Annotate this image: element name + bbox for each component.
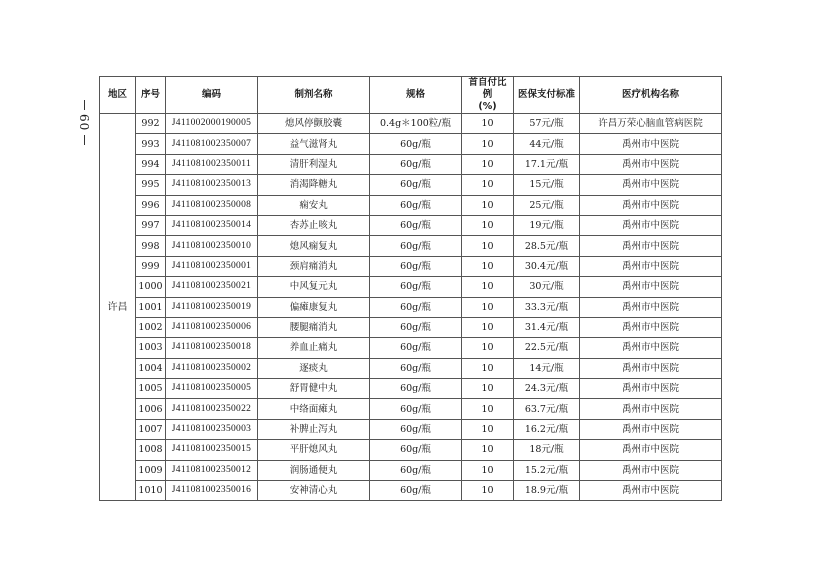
cell-name: 益气滋肾丸 <box>258 134 370 154</box>
cell-institution: 禹州市中医院 <box>580 481 722 501</box>
cell-name: 安神清心丸 <box>258 481 370 501</box>
cell-standard: 25元/瓶 <box>514 195 580 215</box>
cell-spec: 60g/瓶 <box>370 134 462 154</box>
cell-code: J411081002350003 <box>166 419 258 439</box>
cell-name: 中络面瘫丸 <box>258 399 370 419</box>
cell-code: J411081002350019 <box>166 297 258 317</box>
cell-spec: 60g/瓶 <box>370 317 462 337</box>
cell-standard: 28.5元/瓶 <box>514 236 580 256</box>
cell-code: J411081002350011 <box>166 154 258 174</box>
cell-seq: 1003 <box>136 338 166 358</box>
cell-name: 平肝熄风丸 <box>258 440 370 460</box>
cell-ratio: 10 <box>462 256 514 276</box>
cell-ratio: 10 <box>462 114 514 134</box>
cell-institution: 禹州市中医院 <box>580 256 722 276</box>
cell-institution: 禹州市中医院 <box>580 154 722 174</box>
cell-institution: 禹州市中医院 <box>580 419 722 439</box>
cell-code: J411081002350016 <box>166 481 258 501</box>
table-row <box>100 256 722 276</box>
cell-standard: 22.5元/瓶 <box>514 338 580 358</box>
table-row <box>100 440 722 460</box>
cell-name: 舒胃健中丸 <box>258 379 370 399</box>
cell-ratio: 10 <box>462 358 514 378</box>
header-code: 编码 <box>166 77 258 114</box>
cell-ratio: 10 <box>462 481 514 501</box>
cell-name: 颈肩痛消丸 <box>258 256 370 276</box>
cell-institution: 禹州市中医院 <box>580 317 722 337</box>
cell-code: J411002000190005 <box>166 114 258 134</box>
cell-institution: 禹州市中医院 <box>580 460 722 480</box>
cell-institution: 禹州市中医院 <box>580 277 722 297</box>
table-row <box>100 175 722 195</box>
cell-ratio: 10 <box>462 419 514 439</box>
header-seq: 序号 <box>136 77 166 114</box>
cell-institution: 禹州市中医院 <box>580 440 722 460</box>
table-row <box>100 154 722 174</box>
cell-ratio: 10 <box>462 236 514 256</box>
cell-spec: 60g/瓶 <box>370 440 462 460</box>
cell-ratio: 10 <box>462 338 514 358</box>
cell-code: J411081002350006 <box>166 317 258 337</box>
cell-standard: 18.9元/瓶 <box>514 481 580 501</box>
table-row <box>100 419 722 439</box>
cell-standard: 15.2元/瓶 <box>514 460 580 480</box>
cell-seq: 1002 <box>136 317 166 337</box>
cell-seq: 992 <box>136 114 166 134</box>
table-row <box>100 195 722 215</box>
cell-spec: 60g/瓶 <box>370 195 462 215</box>
cell-code: J411081002350007 <box>166 134 258 154</box>
cell-standard: 14元/瓶 <box>514 358 580 378</box>
cell-seq: 994 <box>136 154 166 174</box>
cell-spec: 60g/瓶 <box>370 277 462 297</box>
cell-spec: 60g/瓶 <box>370 358 462 378</box>
table-header-row <box>100 77 722 114</box>
cell-seq: 1006 <box>136 399 166 419</box>
cell-spec: 60g/瓶 <box>370 175 462 195</box>
cell-spec: 60g/瓶 <box>370 419 462 439</box>
cell-name: 清肝利湿丸 <box>258 154 370 174</box>
cell-institution: 禹州市中医院 <box>580 195 722 215</box>
cell-institution: 禹州市中医院 <box>580 379 722 399</box>
cell-code: J411081002350015 <box>166 440 258 460</box>
cell-spec: 60g/瓶 <box>370 460 462 480</box>
cell-ratio: 10 <box>462 277 514 297</box>
cell-name: 熄风痫复丸 <box>258 236 370 256</box>
cell-name: 偏瘫康复丸 <box>258 297 370 317</box>
cell-code: J411081002350005 <box>166 379 258 399</box>
cell-institution: 禹州市中医院 <box>580 297 722 317</box>
cell-standard: 33.3元/瓶 <box>514 297 580 317</box>
cell-spec: 60g/瓶 <box>370 481 462 501</box>
cell-standard: 17.1元/瓶 <box>514 154 580 174</box>
table-row <box>100 297 722 317</box>
cell-ratio: 10 <box>462 215 514 235</box>
cell-institution: 禹州市中医院 <box>580 215 722 235</box>
header-standard: 医保支付标准 <box>514 77 580 114</box>
table-row <box>100 114 722 134</box>
table-row <box>100 379 722 399</box>
cell-name: 痫安丸 <box>258 195 370 215</box>
cell-institution: 禹州市中医院 <box>580 134 722 154</box>
table-row <box>100 338 722 358</box>
page-number-dash-bottom <box>84 135 85 145</box>
table-row <box>100 236 722 256</box>
cell-spec: 60g/瓶 <box>370 215 462 235</box>
header-ratio <box>462 77 514 114</box>
cell-seq: 1001 <box>136 297 166 317</box>
table-row <box>100 317 722 337</box>
cell-seq: 999 <box>136 256 166 276</box>
cell-seq: 997 <box>136 215 166 235</box>
cell-code: J411081002350018 <box>166 338 258 358</box>
cell-code: J411081002350013 <box>166 175 258 195</box>
cell-code: J411081002350010 <box>166 236 258 256</box>
cell-code: J411081002350021 <box>166 277 258 297</box>
cell-seq: 998 <box>136 236 166 256</box>
formulary-table <box>99 76 722 501</box>
cell-seq: 993 <box>136 134 166 154</box>
cell-ratio: 10 <box>462 297 514 317</box>
table-row <box>100 134 722 154</box>
cell-ratio: 10 <box>462 460 514 480</box>
cell-name: 中风复元丸 <box>258 277 370 297</box>
cell-institution: 禹州市中医院 <box>580 175 722 195</box>
cell-standard: 31.4元/瓶 <box>514 317 580 337</box>
header-spec: 规格 <box>370 77 462 114</box>
cell-spec: 60g/瓶 <box>370 236 462 256</box>
cell-code: J411081002350002 <box>166 358 258 378</box>
cell-code: J411081002350022 <box>166 399 258 419</box>
cell-region: 许昌 <box>100 114 136 501</box>
cell-ratio: 10 <box>462 440 514 460</box>
cell-institution: 禹州市中医院 <box>580 236 722 256</box>
cell-ratio: 10 <box>462 195 514 215</box>
header-ratio-line2: (%) <box>478 101 497 112</box>
cell-name: 熄风停颤胶囊 <box>258 114 370 134</box>
cell-name: 杏苏止咳丸 <box>258 215 370 235</box>
cell-institution: 禹州市中医院 <box>580 399 722 419</box>
cell-institution: 许昌万荣心脑血管病医院 <box>580 114 722 134</box>
header-ratio-line1: 首自付比例 <box>468 77 507 100</box>
table-row <box>100 481 722 501</box>
cell-institution: 禹州市中医院 <box>580 358 722 378</box>
page-number <box>72 100 96 145</box>
cell-name: 腰腿痛消丸 <box>258 317 370 337</box>
cell-seq: 1009 <box>136 460 166 480</box>
cell-standard: 30.4元/瓶 <box>514 256 580 276</box>
header-name: 制剂名称 <box>258 77 370 114</box>
table-body <box>100 114 722 501</box>
cell-name: 逐痰丸 <box>258 358 370 378</box>
cell-name: 补脾止泻丸 <box>258 419 370 439</box>
cell-seq: 995 <box>136 175 166 195</box>
cell-spec: 60g/瓶 <box>370 154 462 174</box>
cell-seq: 1005 <box>136 379 166 399</box>
cell-ratio: 10 <box>462 134 514 154</box>
cell-standard: 63.7元/瓶 <box>514 399 580 419</box>
table-row <box>100 399 722 419</box>
cell-standard: 57元/瓶 <box>514 114 580 134</box>
cell-ratio: 10 <box>462 317 514 337</box>
cell-ratio: 10 <box>462 379 514 399</box>
cell-standard: 19元/瓶 <box>514 215 580 235</box>
cell-seq: 1007 <box>136 419 166 439</box>
cell-standard: 18元/瓶 <box>514 440 580 460</box>
header-region: 地区 <box>100 77 136 114</box>
page-number-dash-top <box>84 100 85 110</box>
cell-name: 润肠通便丸 <box>258 460 370 480</box>
cell-seq: 1000 <box>136 277 166 297</box>
cell-standard: 15元/瓶 <box>514 175 580 195</box>
cell-standard: 30元/瓶 <box>514 277 580 297</box>
table-row <box>100 358 722 378</box>
cell-code: J411081002350008 <box>166 195 258 215</box>
cell-spec: 60g/瓶 <box>370 297 462 317</box>
cell-spec: 60g/瓶 <box>370 338 462 358</box>
cell-ratio: 10 <box>462 154 514 174</box>
cell-standard: 16.2元/瓶 <box>514 419 580 439</box>
cell-spec: 0.4g＊100粒/瓶 <box>370 114 462 134</box>
cell-code: J411081002350012 <box>166 460 258 480</box>
cell-code: J411081002350014 <box>166 215 258 235</box>
cell-institution: 禹州市中医院 <box>580 338 722 358</box>
cell-ratio: 10 <box>462 399 514 419</box>
cell-spec: 60g/瓶 <box>370 379 462 399</box>
page-number-text: 60 <box>77 114 91 132</box>
cell-name: 消渴降糖丸 <box>258 175 370 195</box>
header-institution: 医疗机构名称 <box>580 77 722 114</box>
cell-spec: 60g/瓶 <box>370 256 462 276</box>
cell-spec: 60g/瓶 <box>370 399 462 419</box>
table-row <box>100 277 722 297</box>
table-row <box>100 215 722 235</box>
cell-standard: 24.3元/瓶 <box>514 379 580 399</box>
cell-name: 养血止痛丸 <box>258 338 370 358</box>
cell-seq: 1008 <box>136 440 166 460</box>
cell-standard: 44元/瓶 <box>514 134 580 154</box>
cell-code: J411081002350001 <box>166 256 258 276</box>
cell-seq: 996 <box>136 195 166 215</box>
cell-ratio: 10 <box>462 175 514 195</box>
cell-seq: 1010 <box>136 481 166 501</box>
cell-seq: 1004 <box>136 358 166 378</box>
table-row <box>100 460 722 480</box>
